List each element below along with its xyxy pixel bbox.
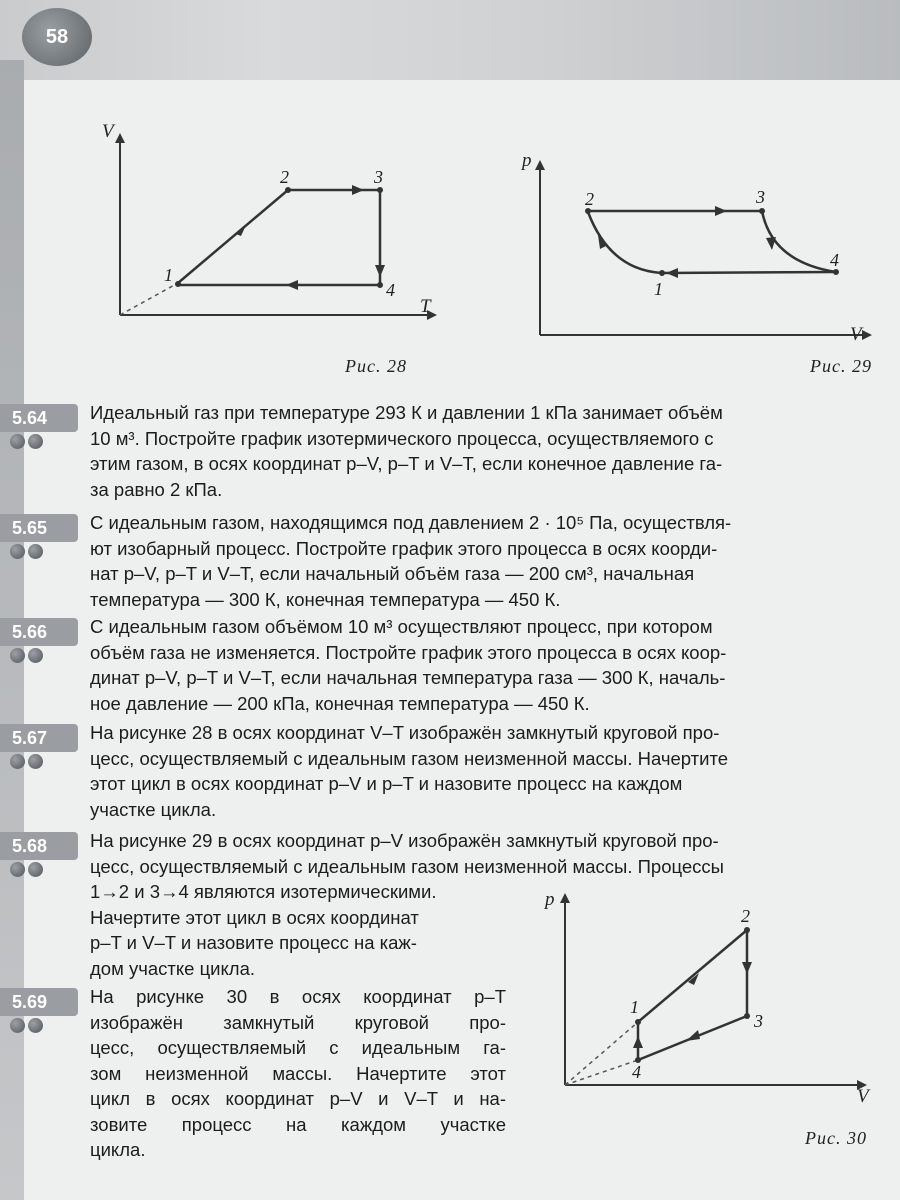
fig30-dashed-4	[565, 1060, 638, 1085]
difficulty-dot-icon	[28, 648, 43, 663]
problem-line: объём газа не изменяется. Постройте график этого процесса в осях коор-	[90, 641, 727, 663]
difficulty-dot-icon	[10, 434, 25, 449]
problem-line: динат p–V, p–T и V–T, если начальная температура газа — 300 К, началь-	[90, 667, 726, 688]
fig30-y-label: p	[545, 889, 555, 910]
fig28-label-3: 3	[374, 167, 383, 187]
difficulty-dot-icon	[28, 1018, 43, 1033]
fig28-y-label: V	[102, 121, 114, 142]
fig28-arrow-2-3	[352, 185, 364, 195]
problem-line: нат p–V, p–T и V–T, если начальный объём газа — 200 см³, начальная	[90, 563, 695, 584]
fig29-x-label: V	[850, 324, 862, 345]
fig28-point-2	[285, 187, 291, 193]
fig30-point-2	[744, 927, 750, 933]
problem-line: температура — 300 К, конечная температура — 450 К.	[90, 588, 561, 610]
difficulty-dot-icon	[28, 544, 43, 559]
fig29-point-3	[759, 208, 765, 214]
fig30-arrow-3-4	[686, 1030, 700, 1041]
difficulty-dot-icon	[28, 434, 43, 449]
fig28-x-label: T	[420, 296, 431, 317]
fig28-point-3	[377, 187, 383, 193]
fig28-label-2: 2	[280, 167, 289, 187]
page-header-band	[0, 0, 900, 92]
problem-line: участке цикла.	[90, 798, 217, 820]
problem-number-badge: 5.67	[0, 724, 78, 752]
fig29-arrow-2-3	[715, 206, 727, 216]
problem-line: 1→2 и 3→4 являются изотермическими.	[90, 881, 437, 902]
fig28-dashed-extension	[120, 283, 178, 315]
fig29-label-4: 4	[830, 250, 839, 270]
problem-line: за равно 2 кПа.	[90, 478, 223, 500]
problem-text	[90, 510, 884, 612]
fig28-caption: Рис. 28	[345, 356, 407, 376]
fig30-x-label: V	[857, 1086, 869, 1107]
fig30-point-1	[635, 1019, 641, 1025]
problem-line: ют изобарный процесс. Постройте график этого процесса в осях коорди-	[90, 537, 718, 559]
problem-line: зом неизменной массы. Начертите этот	[90, 1062, 506, 1084]
fig28-arrow-1-2	[236, 225, 246, 236]
difficulty-dots	[10, 648, 46, 668]
problem-line: цесс, осуществляемый с идеальным газом неизменной массы. Начертите	[90, 747, 729, 769]
problem-line: цикла.	[90, 1139, 146, 1160]
problem-line: На рисунке 28 в осях координат V–T изображён замкнутый круговой про-	[90, 722, 720, 743]
fig30-label-4: 4	[632, 1062, 641, 1082]
difficulty-dots	[10, 544, 46, 564]
problem-line: ное давление — 200 кПа, конечная температура — 450 К.	[90, 692, 590, 714]
problem-line: изображён замкнутый круговой про-	[90, 1011, 506, 1033]
fig29-y-label: p	[522, 150, 532, 171]
fig29-label-2: 2	[585, 189, 594, 209]
fig28-point-1	[175, 281, 181, 287]
difficulty-dot-icon	[10, 754, 25, 769]
problem-line: На рисунке 29 в осях координат p–V изображён замкнутый круговой про-	[90, 830, 719, 851]
problem-text	[90, 614, 884, 716]
figure-29	[510, 150, 880, 355]
fig30-label-3: 3	[754, 1011, 763, 1031]
difficulty-dot-icon	[10, 1018, 25, 1033]
difficulty-dot-icon	[10, 544, 25, 559]
fig29-arrow-3-4	[766, 237, 776, 250]
fig29-arrow-4-1	[666, 268, 678, 278]
fig28-label-4: 4	[386, 280, 395, 300]
problem-line: Начертите этот цикл в осях координат	[90, 906, 419, 928]
fig29-label-3: 3	[756, 187, 765, 207]
problem-number-badge: 5.64	[0, 404, 78, 432]
difficulty-dots	[10, 434, 46, 454]
problem-number-badge: 5.69	[0, 988, 78, 1016]
difficulty-dot-icon	[10, 648, 25, 663]
problem-line: дом участке цикла.	[90, 957, 256, 979]
fig30-segment-1-2	[638, 930, 747, 1022]
problem-line: p–T и V–T и назовите процесс на каж-	[90, 932, 417, 953]
fig28-point-4	[377, 282, 383, 288]
difficulty-dots	[10, 862, 46, 882]
problem-text	[90, 720, 884, 822]
fig29-segment-4-1	[662, 272, 836, 273]
difficulty-dots	[10, 754, 46, 774]
problem-line: этот цикл в осях координат p–V и p–T и назовите процесс на каждом	[90, 773, 683, 794]
difficulty-dot-icon	[28, 754, 43, 769]
difficulty-dot-icon	[10, 862, 25, 877]
problem-line: Идеальный газ при температуре 293 К и давлении 1 кПа занимает объём	[90, 402, 723, 423]
fig30-arrow-4-1	[633, 1036, 643, 1048]
difficulty-dots	[10, 1018, 46, 1038]
problem-number-badge: 5.68	[0, 832, 78, 860]
problem-number-badge: 5.65	[0, 514, 78, 542]
problem-line: этим газом, в осях координат p–V, p–T и V–T, если конечное давление га-	[90, 453, 723, 474]
fig29-label-1: 1	[654, 279, 663, 299]
problem-line: зовите процесс на каждом участке	[90, 1113, 506, 1135]
fig28-arrow-3-4	[375, 265, 385, 277]
problem-line: цикл в осях координат p–V и V–T и на-	[90, 1088, 506, 1109]
problem-line: цесс, осуществляемый с идеальным га-	[90, 1037, 506, 1058]
fig30-dashed-1	[565, 1022, 638, 1085]
fig28-arrow-4-1	[286, 280, 298, 290]
page-number: 58	[22, 8, 92, 66]
problem-line: На рисунке 30 в осях координат p–T	[90, 986, 506, 1007]
fig29-point-1	[659, 270, 665, 276]
fig28-segment-1-2	[178, 190, 288, 283]
figure-30	[530, 885, 875, 1110]
fig30-label-2: 2	[741, 906, 750, 926]
problem-text	[90, 984, 506, 1163]
fig28-label-1: 1	[164, 265, 173, 285]
fig30-caption: Рис. 30	[805, 1128, 867, 1148]
fig30-point-3	[744, 1013, 750, 1019]
problem-line: 10 м³. Постройте график изотермического процесса, осуществляемого с	[90, 427, 714, 449]
problem-line: С идеальным газом, находящимся под давлением 2 · 10⁵ Па, осуществля-	[90, 512, 732, 533]
fig30-label-1: 1	[630, 997, 639, 1017]
problem-line: С идеальным газом объёмом 10 м³ осуществляют процесс, при котором	[90, 616, 713, 637]
problem-number-badge: 5.66	[0, 618, 78, 646]
problem-line: цесс, осуществляемый с идеальным газом неизменной массы. Процессы	[90, 855, 724, 877]
difficulty-dot-icon	[28, 862, 43, 877]
fig30-arrow-2-3	[742, 962, 752, 974]
fig29-caption: Рис. 29	[810, 356, 872, 376]
figure-28	[90, 115, 450, 355]
problem-text	[90, 400, 884, 502]
